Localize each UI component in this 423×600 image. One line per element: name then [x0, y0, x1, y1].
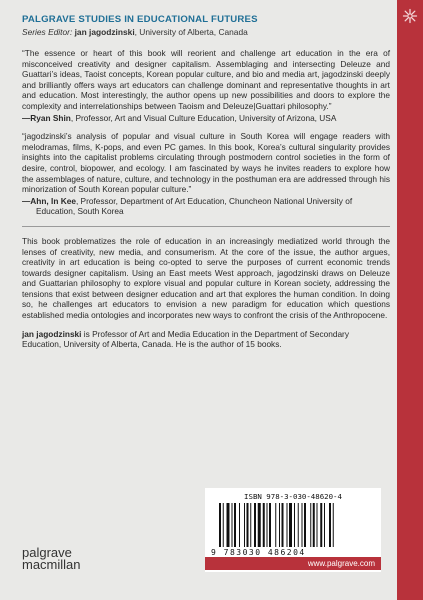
publisher-logo: [22, 547, 81, 571]
series-title: PALGRAVE STUDIES IN EDUCATIONAL FUTURES: [22, 14, 258, 25]
endorsement-quote-2: “jagodzinski’s analysis of popular and visual culture in South Korea will engage readers with melodramas, films, K-pops, and even PC games. In this book, Korea’s cultural singularity provides insights into the capitalist problems circulating through postmodern control societies in the form of desire, control, biopower, and ecology. I am fascinated by ways he invites readers to explore how the assemblages of nature, culture, and technology in the posthuman era are addressed through his minorization of South Korean popular culture.”: [22, 131, 390, 195]
barcode-number: 9 783030 486204: [211, 548, 306, 557]
spine-band: [397, 0, 423, 600]
series-editor-label: Series Editor:: [22, 27, 73, 37]
back-cover-text: [22, 14, 390, 350]
publisher-name-line2: macmillan: [22, 557, 81, 572]
endorser-affiliation-1: , Professor, Art and Visual Culture Education, University of Arizona, USA: [70, 112, 337, 123]
series-editor-affiliation: , University of Alberta, Canada: [134, 27, 248, 37]
endorsement-attribution-1: [22, 113, 390, 124]
author-bio: [22, 329, 390, 350]
series-editor: [22, 27, 390, 38]
book-description: This book problematizes the role of education in an increasingly mediatized world through the lenses of creativity, new media, and consumerism. At the core of the issue, the author argues, creativity in art education is being co-opted to serve the purposes of current economic trends towards designer capitalism. Using an East meets West approach, jagodzinski draws on Deleuze and Guattarian philosophy to explore visual and popular culture in Korean society, addressing the tensions that exist between designer education and art that explores the human condition. In doing so, he challenges art educators to envision a new paradigm for education which questions established media ontologies and incorporates new ways to confront the crisis of the Anthropocene.: [22, 235, 390, 321]
publisher-name-line1: palgrave: [22, 545, 72, 560]
divider: [22, 226, 390, 227]
author-bio-text: is Professor of Art and Media Education in the Department of Secondary Education, University of Alberta, Canada. He is the author of 15 books.: [22, 328, 349, 350]
series-editor-name: jan jagodzinski: [74, 27, 135, 37]
endorser-name-2: —Ahn, In Kee: [22, 195, 76, 206]
endorser-name-1: —Ryan Shin: [22, 112, 71, 123]
endorser-affiliation-2: , Professor, Department of Art Education, Chuncheon National University of Education, South Korea: [36, 195, 353, 217]
publisher-url: www.palgrave.com: [205, 557, 381, 570]
endorsement-quote-1: “The essence or heart of this book will reorient and challenge art education in the era of misconceived creativity and designer capitalism. Assemblaging and intersecting Deleuze and Guattari’s ideas, Taoist concepts, Korean popular culture, and bio and media art, jagodzinski deeply and brilliantly offers ways art educators can challenge dominant and representative thoughts in art and education. Most interestingly, the author opens up new possibilities and doors to explore the complexity and interrelationships between Taoism and Deleuze|Guattari philosophy.”: [22, 48, 390, 111]
endorsement-attribution-2: [22, 196, 390, 217]
barcode-icon: [219, 503, 369, 547]
isbn-label: ISBN 978-3-030-48620-4: [244, 492, 342, 501]
palgrave-star-logo-icon: [402, 8, 418, 24]
author-bio-name: jan jagodzinski: [22, 328, 82, 339]
